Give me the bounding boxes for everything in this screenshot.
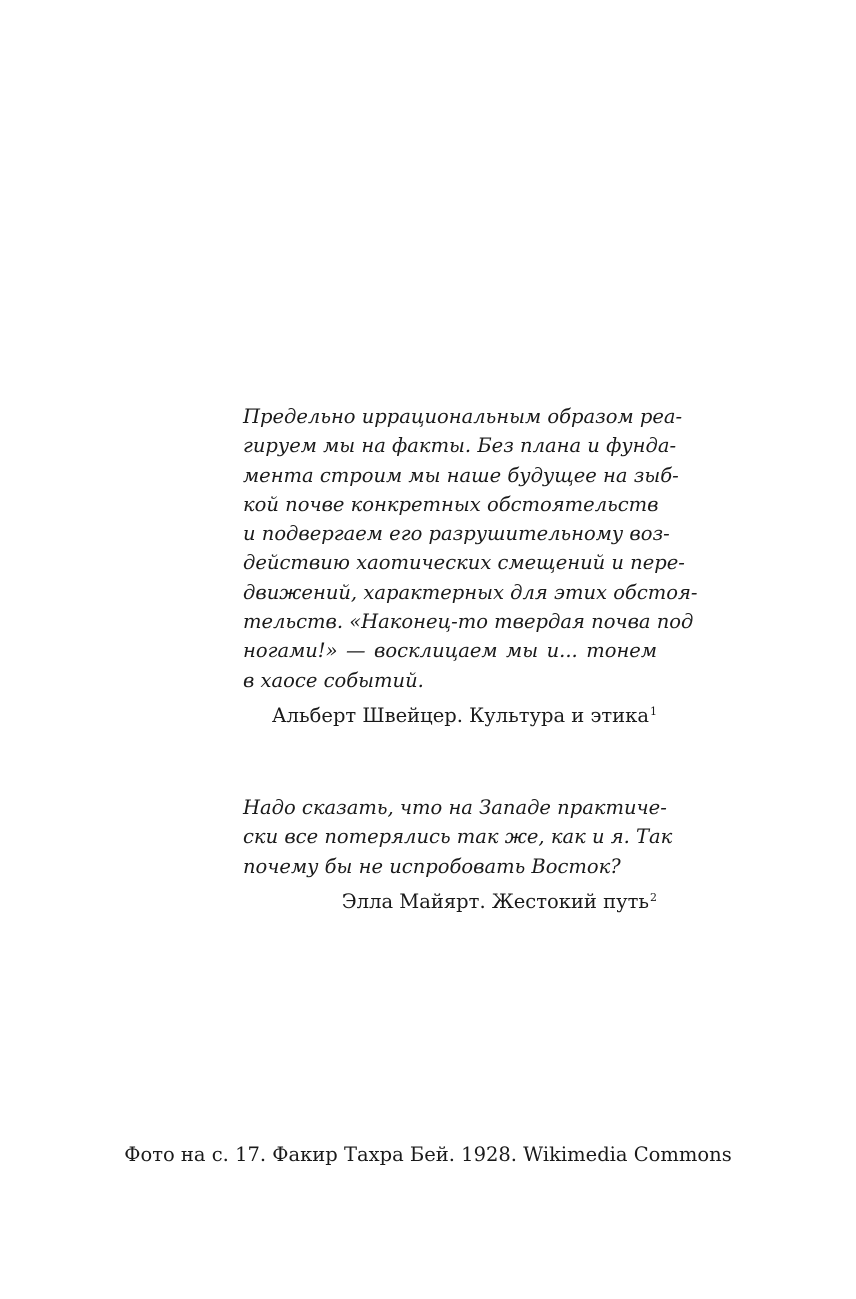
quote-line: Надо сказать, что на Западе практиче- bbox=[243, 796, 667, 819]
photo-credit: Фото на с. 17. Факир Тахра Бей. 1928. Wikimedia Commons bbox=[124, 1143, 732, 1166]
quote-line: почему бы не испробовать Восток? bbox=[243, 854, 621, 878]
quote-line: ски все потерялись так же, как и я. Так bbox=[243, 825, 673, 849]
quote-line: действию хаотических смещений и пере- bbox=[243, 551, 685, 575]
epigraph-schweitzer bbox=[243, 402, 698, 730]
footnote-marker[interactable]: 2 bbox=[650, 890, 657, 904]
quote-line: тельств. «Наконец-то твердая почва под bbox=[243, 610, 694, 634]
quote-line: мента строим мы наше будущее на зыб- bbox=[243, 463, 679, 487]
epigraph-attribution bbox=[243, 701, 657, 730]
epigraph-attribution bbox=[243, 887, 657, 916]
attribution-text: Элла Майярт. Жестокий путь bbox=[341, 889, 649, 913]
quote-line: движений, характерных для этих обстоя- bbox=[243, 580, 698, 604]
quote-line: ногами!» — восклицаем мы и... тонем bbox=[243, 639, 657, 663]
quote-line: Предельно иррациональным образом реа- bbox=[243, 405, 683, 428]
epigraph-maillart bbox=[243, 793, 673, 916]
attribution-text: Альберт Швейцер. Культура и этика bbox=[271, 703, 649, 727]
quote-line: и подвергаем его разрушительному воз- bbox=[243, 522, 670, 546]
footnote-marker[interactable]: 1 bbox=[650, 704, 657, 718]
quote-line: гируем мы на факты. Без плана и фунда- bbox=[243, 434, 677, 458]
quote-line: кой почве конкретных обстоятельств bbox=[243, 492, 659, 516]
quote-line: в хаосе событий. bbox=[243, 668, 424, 692]
